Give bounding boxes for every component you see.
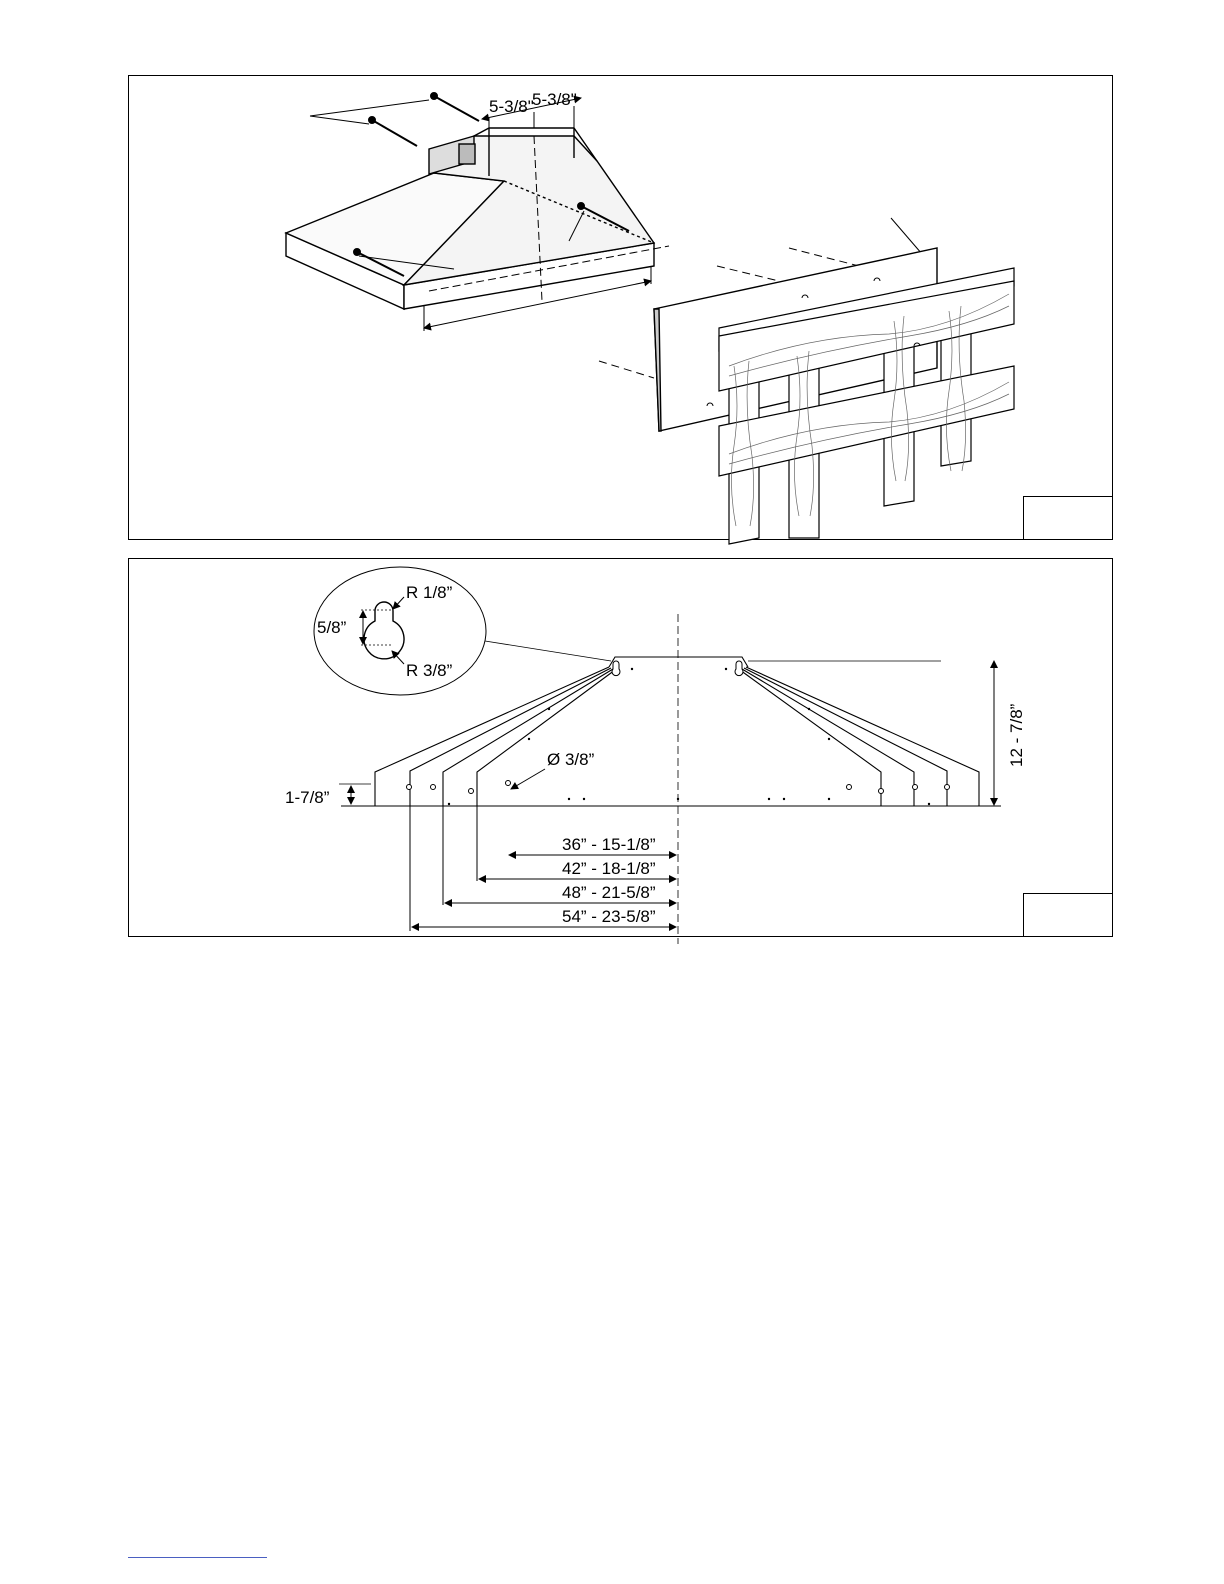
keyhole-detail [314, 567, 611, 695]
dimension-label-left: 5-3/8" [489, 97, 534, 116]
installation-figure-panel [128, 75, 1113, 540]
figure-number-box [1023, 893, 1113, 937]
mounting-template-drawing [129, 559, 1114, 938]
hood-mounting-illustration [129, 76, 1114, 541]
keyhole-height-label: 5/8” [317, 618, 347, 637]
total-height-label: 12 - 7/8” [1007, 703, 1026, 767]
template-figure-panel [128, 558, 1113, 937]
dimension-label-right: 5-3/8" [532, 90, 577, 109]
side-height-label: 1-7/8” [285, 788, 330, 807]
width-offset-36-label: 36” - 15-1/8” [562, 835, 656, 854]
width-offset-54-label: 54” - 23-5/8” [562, 907, 656, 926]
range-hood-drawing [286, 128, 654, 309]
figure-number-box [1023, 496, 1113, 540]
hole-diameter-label: Ø 3/8” [547, 750, 595, 769]
width-offset-48-label: 48” - 21-5/8” [562, 883, 656, 902]
footer-rule [128, 1557, 267, 1558]
width-offset-42-label: 42” - 18-1/8” [562, 859, 656, 878]
keyhole-radius-top-label: R 1/8” [406, 583, 453, 602]
keyhole-radius-bottom-label: R 3/8” [406, 661, 453, 680]
